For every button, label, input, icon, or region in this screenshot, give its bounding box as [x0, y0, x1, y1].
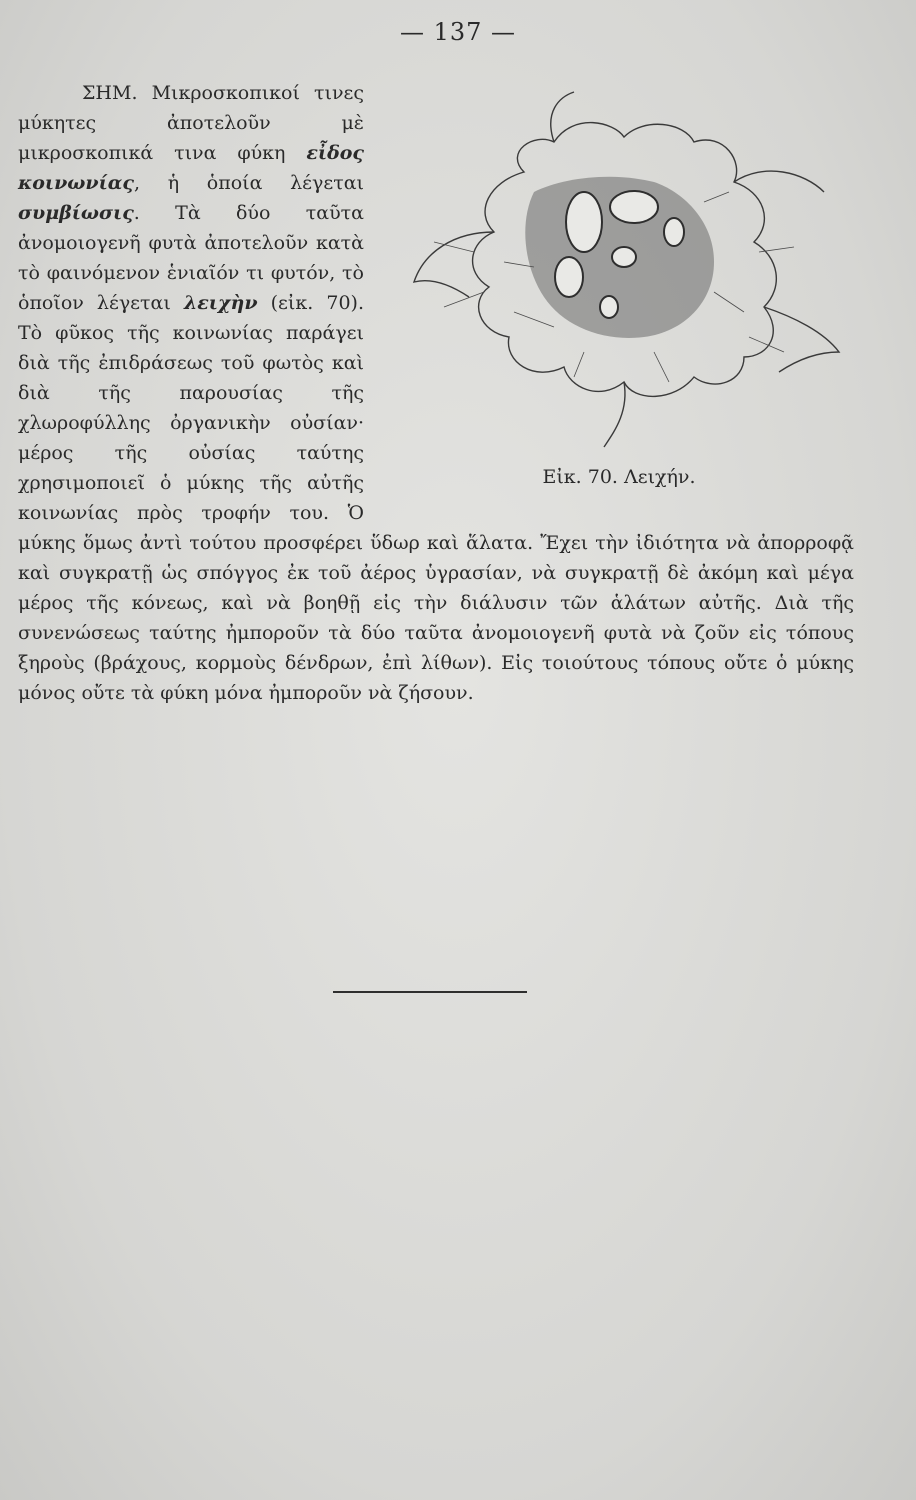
page-number: — 137 —	[399, 18, 517, 46]
figure-caption: Εἰκ. 70. Λειχήν.	[542, 466, 696, 488]
lichen-figure	[384, 82, 854, 502]
text-run: Μικροσκοπικοί τινες μύκητες ἀποτελοῦν μὲ μικροσκοπικά τινα φύκη	[18, 82, 364, 164]
lichen-illustration	[384, 82, 854, 462]
emphasis-eidos-koinonias: εἶδος κοινωνίας	[18, 142, 364, 194]
horizontal-rule	[333, 991, 527, 993]
body-text	[18, 78, 854, 708]
emphasis-symbiosis: συμβίωσις	[18, 202, 134, 224]
note-label: ΣΗΜ.	[82, 82, 138, 104]
text-run: . Τὰ δύο ταῦτα ἀνομοιογενῆ φυτὰ ἀποτελοῦν κατὰ τὸ φαινόμενον ἑνιαῖόν τι φυτόν, τὸ ὁποῖον λέγεται	[18, 202, 364, 314]
text-run: (εἰκ. 70). Τὸ φῦκος τῆς κοινωνίας παράγει διὰ τῆς ἐπιδράσεως τοῦ φωτὸς καὶ διὰ τῆς παρουσίας τῆς χλωροφύλλης ὀργανικὴν οὐσίαν· μέρος τῆς οὐσίας ταύτης χρησιμοποιεῖ ὁ μύκης τῆς αὐτῆς κοινωνίας πρὸς τροφήν του. Ὁ μύκης ὅμως ἀντὶ τούτου προσφέρει ὕδωρ καὶ ἅλατα. Ἔχει τὴν ἰδιότητα νὰ ἀπορροφᾷ καὶ συγκρατῇ ὡς σπόγγος ἐκ τοῦ ἀέρος ὑγρασίαν, νὰ συγκρατῇ δὲ ἀκόμη καὶ μέγα μέρος τῆς κόνεως, καὶ νὰ βοηθῇ εἰς τὴν διάλυσιν τῶν ἁλάτων αὐτῆς. Διὰ τῆς συνενώσεως ταύτης ἠμποροῦν τὰ δύο ταῦτα ἀνομοιογενῆ φυτὰ νὰ ζοῦν εἰς τόπους ξηροὺς (βράχους, κορμοὺς δένδρων, ἐπὶ λίθων). Εἰς τοιούτους τόπους οὔτε ὁ μύκης μόνος οὔτε τὰ φύκη μόνα ἠμποροῦν νὰ ζήσουν.	[18, 292, 854, 704]
text-run: , ἡ ὁποία λέγεται	[133, 172, 364, 194]
emphasis-leichen: λειχὴν	[183, 292, 258, 314]
